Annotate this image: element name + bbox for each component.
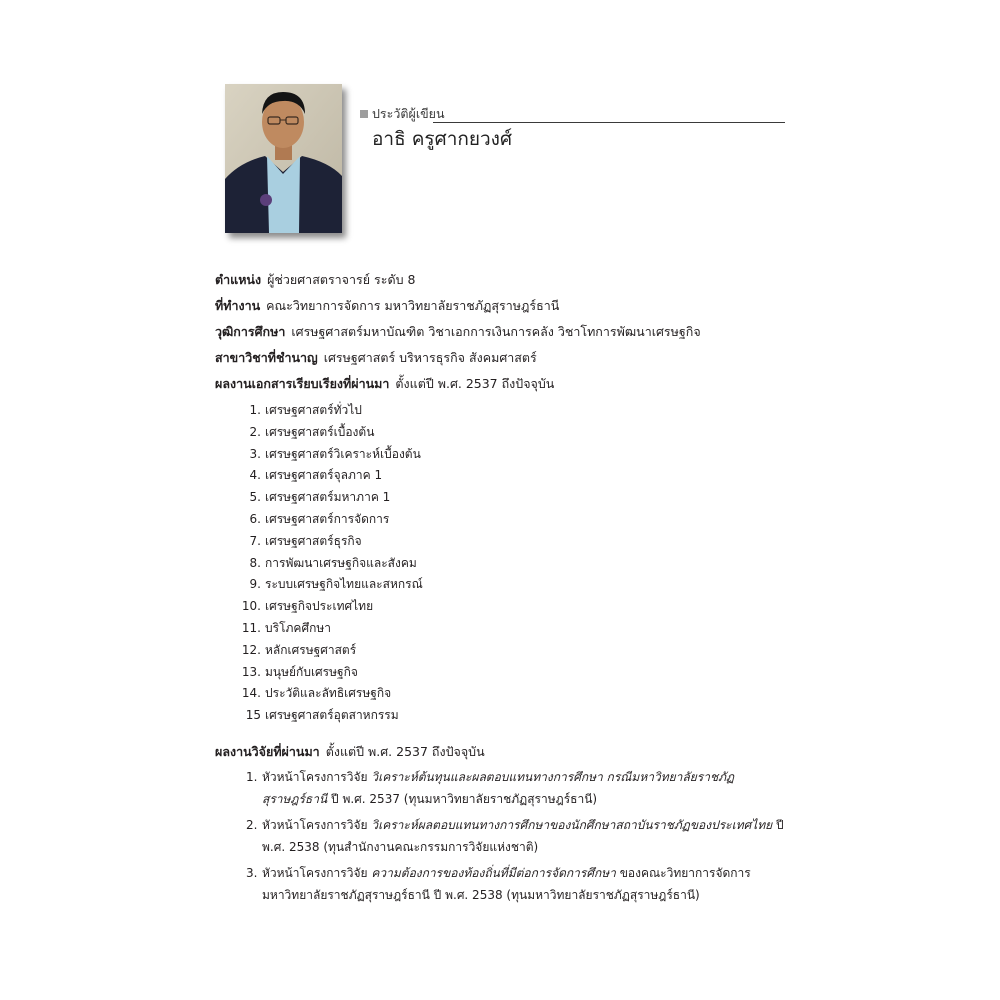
info-education (215, 322, 701, 342)
book-title: ระบบเศรษฐกิจไทยและสหกรณ์ (265, 577, 423, 592)
list-number: 2. (249, 424, 261, 439)
list-number: 1. (249, 403, 261, 417)
info-label: ผลงานวิจัยที่ผ่านมา (215, 744, 320, 759)
book-list (238, 401, 423, 728)
info-value: ตั้งแต่ปี พ.ศ. 2537 ถึงปัจจุบัน (325, 744, 485, 759)
research-detail: ของคณะวิทยาการจัดการ มหาวิทยาลัยราชภัฏสุราษฎร์ธานี ปี พ.ศ. 2538 (ทุนมหาวิทยาลัยราชภัฏสุราษฎร์ธานี) (262, 866, 751, 902)
research-detail: ปี พ.ศ. 2537 (ทุนมหาวิทยาลัยราชภัฏสุราษฎร์ธานี) (331, 792, 598, 806)
list-number: 9. (249, 577, 261, 592)
list-item (238, 401, 423, 423)
info-position (215, 270, 415, 290)
info-label: สาขาวิชาที่ชำนาญ (215, 350, 318, 365)
book-title: เศรษฐศาสตร์ทั่วไป (265, 403, 362, 417)
list-number: 12. (241, 642, 261, 657)
book-title: เศรษฐศาสตร์มหาภาค 1 (265, 490, 391, 505)
list-item (238, 532, 423, 554)
info-value: เศรษฐศาสตร์มหาบัณฑิต วิชาเอกการเงินการคลัง วิชาโทการพัฒนาเศรษฐกิจ (291, 324, 701, 339)
list-item (238, 706, 423, 728)
list-number: 11. (241, 620, 261, 635)
research-role: หัวหน้าโครงการวิจัย (262, 770, 368, 784)
research-title: วิเคราะห์ผลตอบแทนทางการศึกษาของนักศึกษาสถาบันราชภัฏของประเทศไทย (371, 818, 773, 832)
book-title: เศรษฐศาสตร์ธุรกิจ (265, 533, 362, 548)
list-item (238, 575, 423, 597)
research-item (246, 862, 786, 906)
list-item (238, 554, 423, 576)
list-number: 3. (246, 866, 258, 880)
book-title: เศรษฐศาสตร์วิเคราะห์เบื้องต้น (265, 446, 421, 461)
info-value: คณะวิทยาการจัดการ มหาวิทยาลัยราชภัฏสุราษฎร์ธานี (266, 298, 560, 313)
info-label: ที่ทำงาน (215, 298, 261, 313)
list-item (238, 488, 423, 510)
section-label-text: ประวัติผู้เขียน (372, 106, 445, 121)
square-bullet-icon (360, 110, 368, 118)
research-detail: ปี พ.ศ. 2538 (ทุนสำนักงานคณะกรรมการวิจัยแห่งชาติ) (262, 818, 784, 854)
book-title: เศรษฐศาสตร์จุลภาค 1 (265, 468, 383, 483)
book-title: การพัฒนาเศรษฐกิจและสังคม (265, 555, 417, 570)
list-item (238, 466, 423, 488)
research-title: ความต้องการของท้องถิ่นที่มีต่อการจัดการศึกษา (371, 866, 616, 880)
list-number: 2. (246, 818, 258, 832)
info-value: เศรษฐศาสตร์ บริหารธุรกิจ สังคมศาสตร์ (323, 350, 537, 365)
list-item (238, 684, 423, 706)
info-label: ตำแหน่ง (215, 272, 262, 287)
info-label: ผลงานเอกสารเรียบเรียงที่ผ่านมา (215, 376, 390, 391)
list-item (238, 510, 423, 532)
research-item (246, 814, 786, 858)
book-title: เศรษฐศาสตร์การจัดการ (265, 511, 390, 526)
list-number: 3. (249, 446, 261, 461)
list-number: 8. (249, 555, 261, 570)
book-title: มนุษย์กับเศรษฐกิจ (265, 664, 358, 679)
research-role: หัวหน้าโครงการวิจัย (262, 866, 368, 880)
list-number: 1. (246, 770, 258, 784)
info-value: ผู้ช่วยศาสตราจารย์ ระดับ 8 (267, 272, 416, 287)
info-expertise (215, 348, 537, 368)
list-item (238, 619, 423, 641)
book-title: เศรษฐศาสตร์เบื้องต้น (265, 424, 375, 439)
list-number: 10. (241, 599, 261, 614)
list-number: 7. (249, 533, 261, 548)
research-title: วิเคราะห์ต้นทุนและผลตอบแทนทางการศึกษา กรณีมหาวิทยาลัยราชภัฏสุราษฎร์ธานี (262, 770, 735, 806)
info-value: ตั้งแต่ปี พ.ศ. 2537 ถึงปัจจุบัน (395, 376, 555, 391)
list-item (238, 663, 423, 685)
list-number: 4. (249, 468, 261, 483)
list-number: 5. (249, 490, 261, 505)
list-item (238, 597, 423, 619)
book-title: เศรษฐกิจประเทศไทย (265, 599, 374, 614)
list-item (238, 445, 423, 467)
list-item (238, 641, 423, 663)
list-item (238, 423, 423, 445)
info-label: วุฒิการศึกษา (215, 324, 286, 339)
research-item (246, 766, 786, 810)
info-workplace (215, 296, 559, 316)
list-number: 6. (249, 511, 261, 526)
book-title: เศรษฐศาสตร์อุตสาหกรรม (265, 708, 399, 723)
research-role: หัวหน้าโครงการวิจัย (262, 818, 368, 832)
books-heading (215, 374, 554, 394)
author-name: อาธิ ครูศากยวงศ์ (372, 128, 513, 150)
title-divider (433, 122, 785, 123)
list-number: 15 (245, 708, 261, 723)
book-title: บริโภคศึกษา (265, 620, 331, 635)
research-heading (215, 742, 485, 762)
author-photo (225, 84, 342, 233)
book-title: ประวัติและลัทธิเศรษฐกิจ (265, 686, 392, 701)
list-number: 13. (241, 664, 261, 679)
list-number: 14. (241, 686, 261, 701)
book-title: หลักเศรษฐศาสตร์ (265, 642, 357, 657)
section-label (360, 104, 445, 124)
